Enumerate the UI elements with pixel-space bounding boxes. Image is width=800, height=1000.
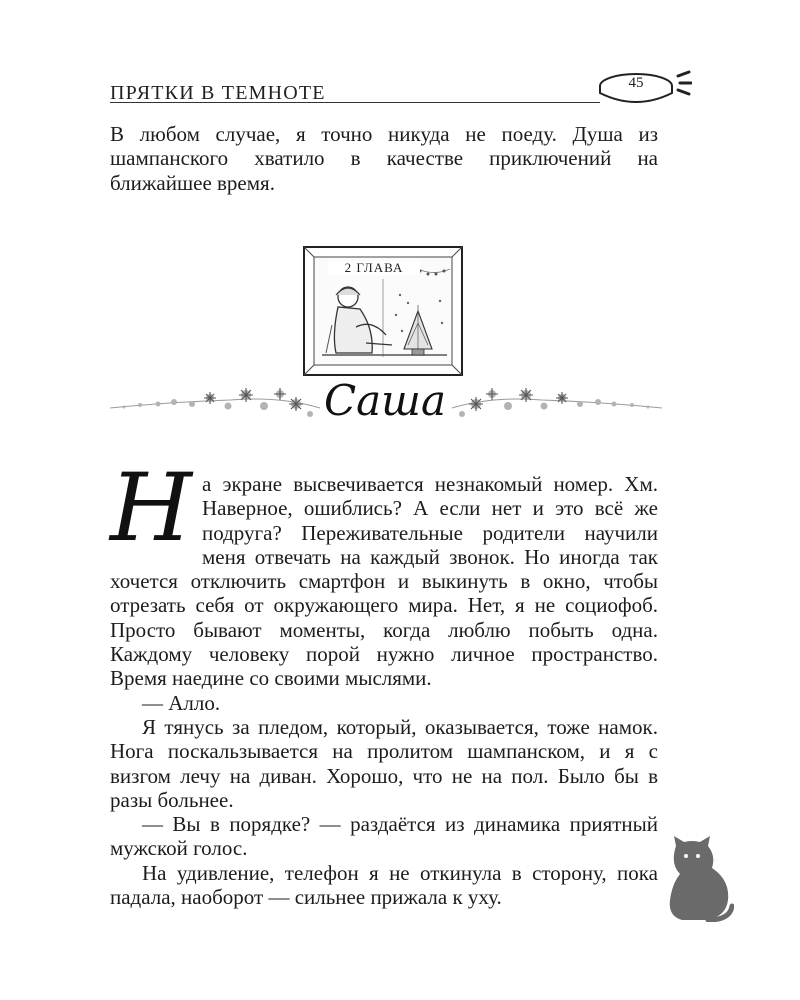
cat-silhouette-icon [660, 836, 734, 922]
story-paragraph: — Вы в порядке? — раздаётся из динамика приятный мужской голос. [110, 812, 658, 861]
header-rule [110, 102, 600, 103]
intro-paragraph: В любом случае, я точно никуда не поеду. Душа из шампанского хватило в качестве приключений на ближайшее время. [110, 122, 658, 195]
story-paragraph-first [110, 454, 658, 691]
page-header [110, 66, 740, 110]
chapter-label: 2 ГЛАВА [328, 261, 420, 275]
first-paragraph-text: а экране высвечивается незнакомый номер. Хм. Наверное, ошиблись? А если нет и это всё же подруга? Переживательные родители научили меня отвечать на каждый звонок. Но иногда так хочется отключить смартфон и выкинуть в окно, чтобы отрезать себя от окружающего мира. Нет, я не социофоб. Просто бывают моменты, когда люблю побыть одна. Каждому человеку порой нужно личное пространство. Время наедине со своими мыслями. [110, 472, 658, 691]
drop-cap: Н [110, 454, 192, 563]
chapter-title: Саша [323, 376, 446, 425]
snowflake-ornament-icon [450, 380, 662, 430]
story-paragraph: Я тянусь за пледом, который, оказывается, тоже намок. Нога поскальзывается на пролитом шампанском, и я с визгом лечу на диван. Хорошо, что не на пол. Было бы в разы больнее. [110, 714, 658, 812]
running-title: ПРЯТКИ В ТЕМНОТЕ [110, 82, 326, 104]
story-text [110, 454, 658, 910]
intro-text [110, 122, 658, 195]
snowflake-ornament-icon [110, 380, 322, 430]
page-number-badge [596, 66, 692, 110]
story-paragraph: На удивление, телефон я не откинула в сторону, пока падала, наоборот — сильнее прижала к уху. [110, 860, 658, 910]
page-number: 45 [628, 75, 644, 91]
story-paragraph: — Алло. [142, 690, 221, 715]
chapter-illustration [302, 245, 464, 377]
